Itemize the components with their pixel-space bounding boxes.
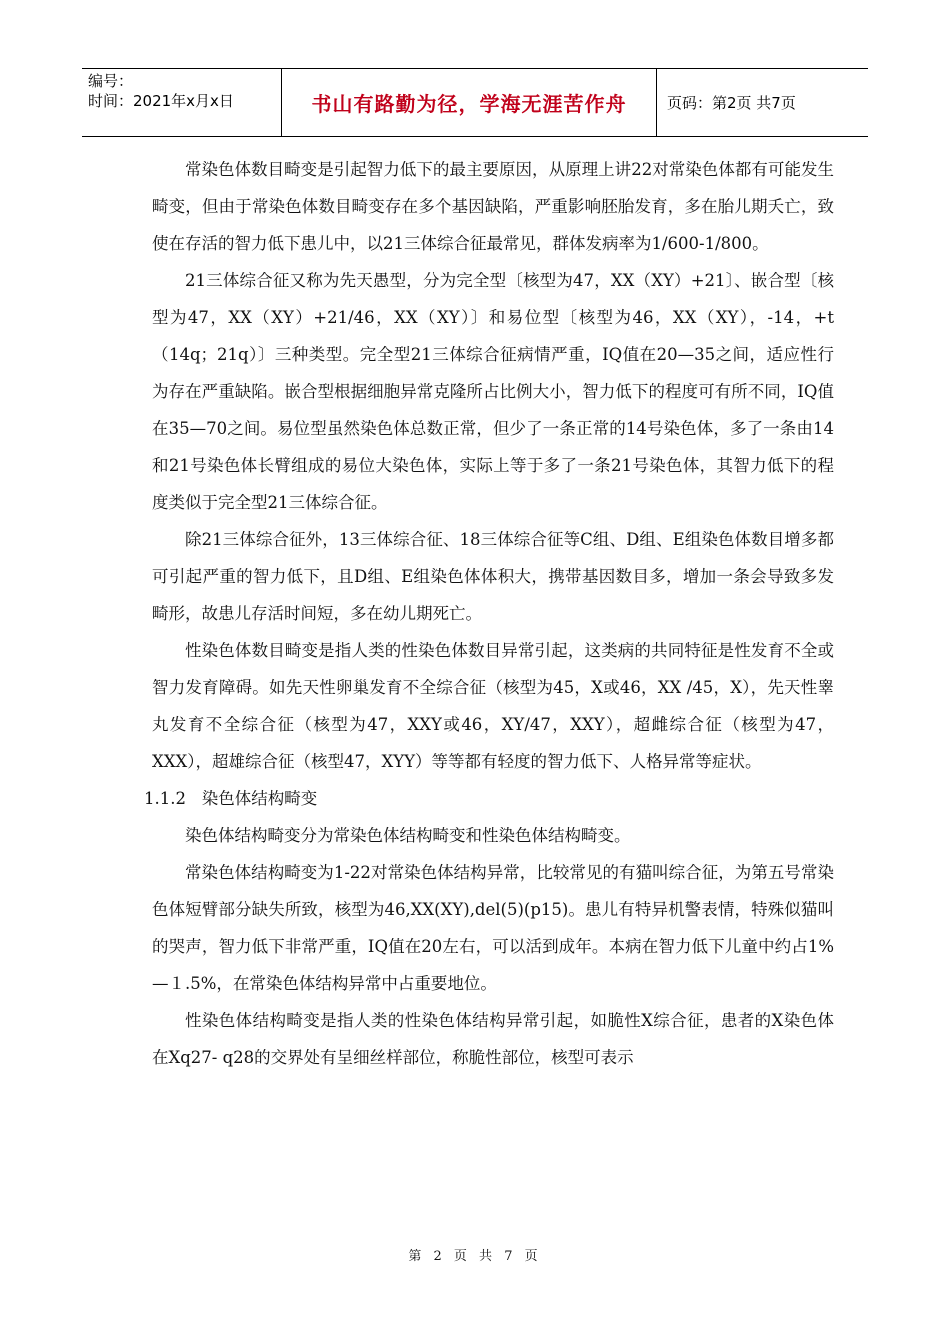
paragraph: 21三体综合征又称为先天愚型，分为完全型〔核型为47，XX（XY）+21〕、嵌合型〔核型为47，XX（XY）+21/46，XX（XY）〕和易位型〔核型为46，XX（XY），-14，+t（14q；21q）〕三种类型。完全型21三体综合征病情严重，IQ值在20—35之间，适应性行为存在严重缺陷。嵌合型根据细胞异常克隆所占比例大小，智力低下的程度可有所不同，IQ值在35—70之间。易位型虽然染色体总数正常，但少了一条正常的14号染色体，多了一条由14和21号染色体长臂组成的易位大染色体，实际上等于多了一条21号染色体，其智力低下的程度类似于完全型21三体综合征。 (152, 271, 834, 512)
header-meta (82, 69, 282, 136)
header-number: 编号： (88, 72, 134, 90)
paragraph: 常染色体结构畸变为1-22对常染色体结构异常，比较常见的有猫叫综合征，为第五号常染色体短臂部分缺失所致，核型为46,XX(XY),del(5)(p15)。患儿有特异机警表情，特殊似猫叫的哭声，智力低下非常严重，IQ值在20左右，可以活到成年。本病在智力低下儿童中约占1%—１.5%，在常染色体结构异常中占重要地位。 (152, 863, 834, 993)
header-date: 时间：2021年x月x日 (88, 92, 234, 110)
document-body (144, 151, 834, 1076)
paragraph: 常染色体数目畸变是引起智力低下的最主要原因，从原理上讲22对常染色体都有可能发生畸变，但由于常染色体数目畸变存在多个基因缺陷，严重影响胚胎发育，多在胎儿期夭亡，致使在存活的智力低下患儿中，以21三体综合征最常见，群体发病率为1/600-1/800。 (152, 160, 834, 253)
paragraph: 性染色体数目畸变是指人类的性染色体数目异常引起，这类病的共同特征是性发育不全或智力发育障碍。如先天性卵巢发育不全综合征（核型为45，X或46，XX /45，X），先天性睾丸发育不全综合征（核型为47，XXY或46，XY/47，XXY），超雌综合征（核型为47，XXX），超雄综合征（核型47，XYY）等等都有轻度的智力低下、人格异常等症状。 (152, 641, 834, 771)
paragraph: 染色体结构畸变分为常染色体结构畸变和性染色体结构畸变。 (185, 826, 631, 845)
page-header (82, 68, 868, 137)
section-title: 染色体结构畸变 (201, 789, 318, 808)
paragraph: 除21三体综合征外，13三体综合征、18三体综合征等C组、D组、E组染色体数目增多都可引起严重的智力低下，且D组、E组染色体体积大，携带基因数目多，增加一条会导致多发畸形，故患儿存活时间短，多在幼儿期死亡。 (152, 530, 834, 623)
section-heading (144, 780, 834, 817)
page-footer: 第 2 页 共 7 页 (408, 1249, 542, 1264)
section-number: 1.1.2 (144, 789, 186, 808)
header-motto: 书山有路勤为径，学海无涯苦作舟 (282, 69, 657, 136)
header-page-info: 页码：第2页 共7页 (667, 94, 796, 112)
paragraph: 性染色体结构畸变是指人类的性染色体结构异常引起，如脆性X综合征，患者的X染色体在Xq27- q28的交界处有呈细丝样部位，称脆性部位，核型可表示 (152, 1011, 834, 1067)
